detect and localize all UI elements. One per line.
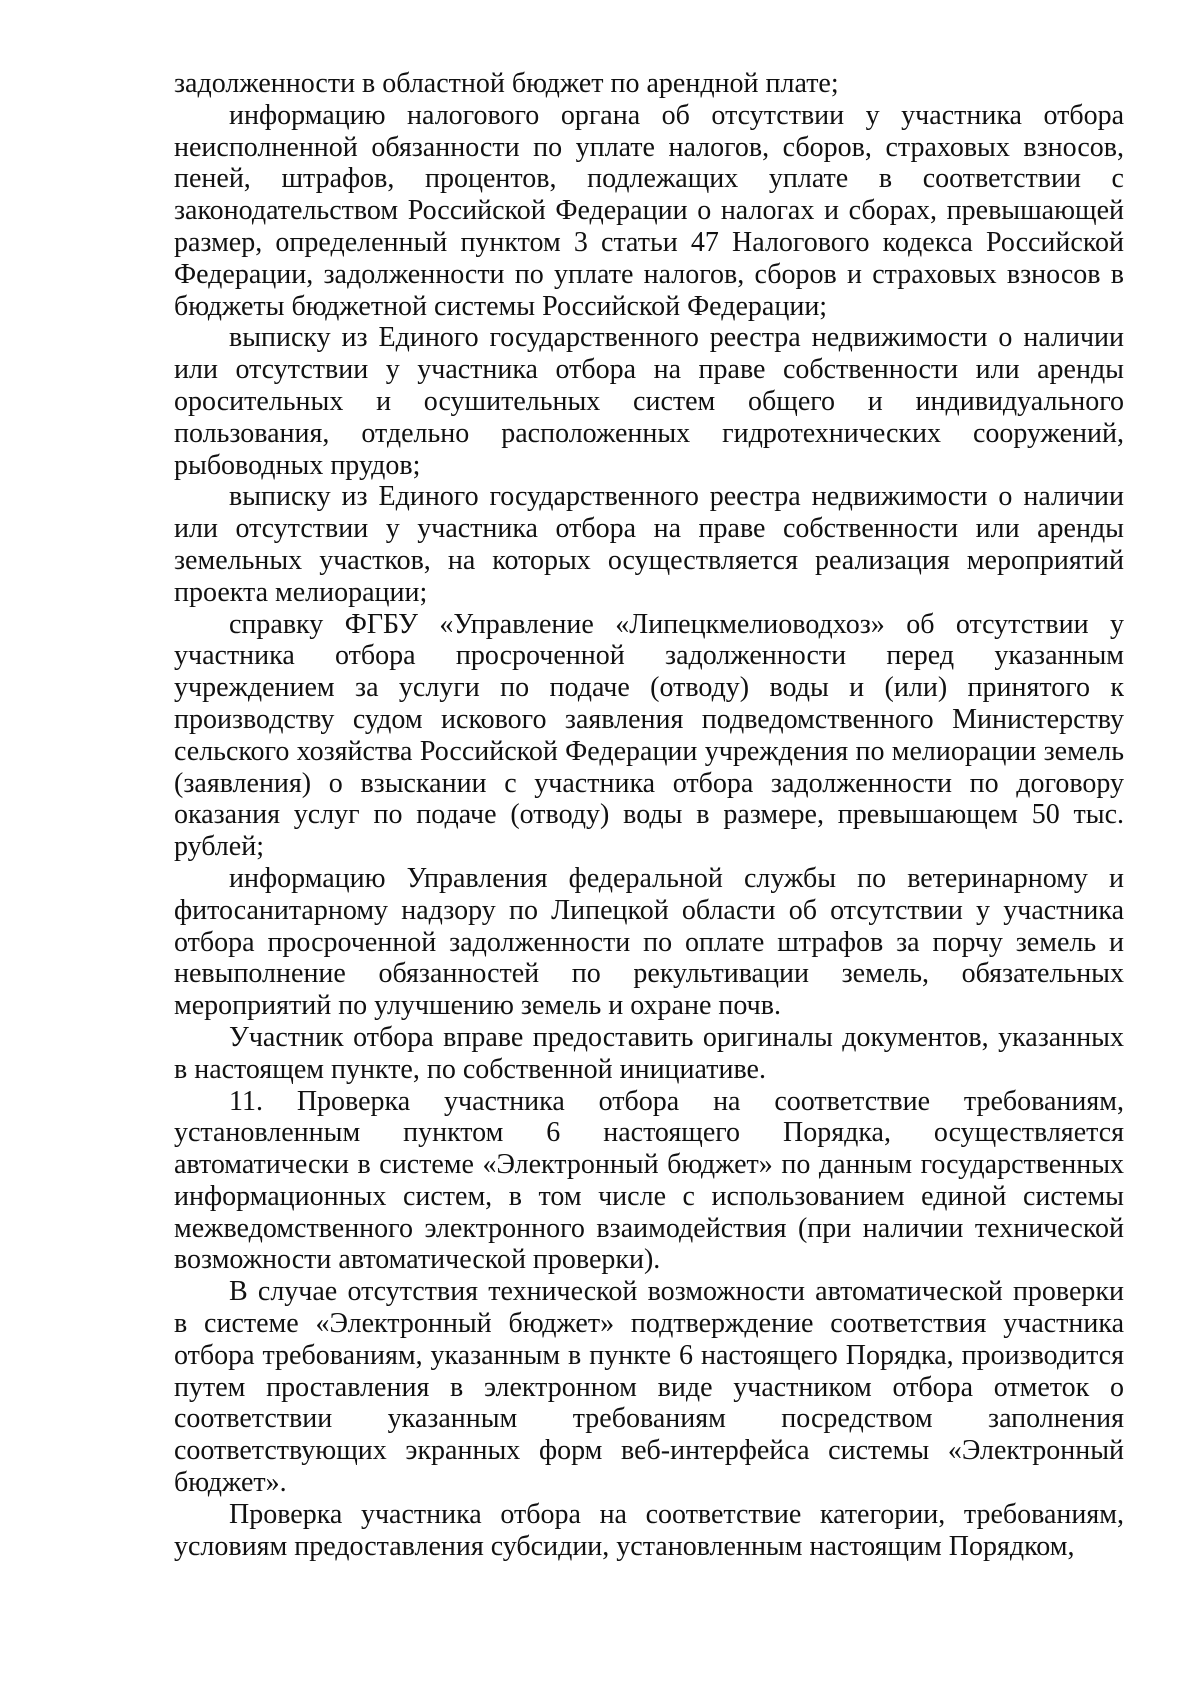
paragraph-8: 11. Проверка участника отбора на соответствие требованиям, установленным пунктом 6 настоящего Порядка, осуществляется автоматически в системе «Электронный бюджет» по данным государственных информационных систем, в том числе с использованием единой системы межведомственного электронного взаимодействия (при наличии технической возможности автоматической проверки). bbox=[174, 1085, 1124, 1276]
paragraph-4: выписку из Единого государственного реестра недвижимости о наличии или отсутствии у участника отбора на праве собственности или аренды земельных участков, на которых осуществляется реализация мероприятий проекта мелиорации; bbox=[174, 481, 1124, 608]
paragraph-1: задолженности в областной бюджет по арендной плате; bbox=[174, 68, 839, 99]
paragraph-9: В случае отсутствия технической возможности автоматической проверки в системе «Электронный бюджет» подтверждение соответствия участника отбора требованиям, указанным в пункте 6 настоящего Порядка, производится путем проставления в электронном виде участником отбора отметок о соответствии указанным требованиям посредством заполнения соответствующих экранных форм веб-интерфейса системы «Электронный бюджет». bbox=[174, 1276, 1124, 1499]
paragraph-5: справку ФГБУ «Управление «Липецкмелиоводхоз» об отсутствии у участника отбора просроченной задолженности перед указанным учреждением за услуги по подаче (отводу) воды и (или) принятого к производству судом искового заявления подведомственного Министерству сельского хозяйства Российской Федерации учреждения по мелиорации земель (заявления) о взыскании с участника отбора задолженности по договору оказания услуг по подаче (отводу) воды в размере, превышающем 50 тыс. рублей; bbox=[174, 608, 1124, 863]
document-page bbox=[174, 68, 1124, 1562]
paragraph-6: информацию Управления федеральной службы по ветеринарному и фитосанитарному надзору по Липецкой области об отсутствии у участника отбора просроченной задолженности по оплате штрафов за порчу земель и невыполнение обязанностей по рекультивации земель, обязательных мероприятий по улучшению земель и охране почв. bbox=[174, 862, 1124, 1022]
paragraph-10: Проверка участника отбора на соответствие категории, требованиям, условиям предоставления субсидии, установленным настоящим Порядком, bbox=[174, 1498, 1124, 1562]
paragraph-2: информацию налогового органа об отсутствии у участника отбора неисполненной обязанности по уплате налогов, сборов, страховых взносов, пеней, штрафов, процентов, подлежащих уплате в соответствии с законодательством Российской Федерации о налогах и сборах, превышающей размер, определенный пунктом 3 статьи 47 Налогового кодекса Российской Федерации, задолженности по уплате налогов, сборов и страховых взносов в бюджеты бюджетной системы Российской Федерации; bbox=[174, 99, 1124, 322]
paragraph-7: Участник отбора вправе предоставить оригиналы документов, указанных в настоящем пункте, по собственной инициативе. bbox=[174, 1021, 1124, 1085]
paragraph-3: выписку из Единого государственного реестра недвижимости о наличии или отсутствии у участника отбора на праве собственности или аренды оросительных и осушительных систем общего и индивидуального пользования, отдельно расположенных гидротехнических сооружений, рыбоводных прудов; bbox=[174, 322, 1124, 481]
